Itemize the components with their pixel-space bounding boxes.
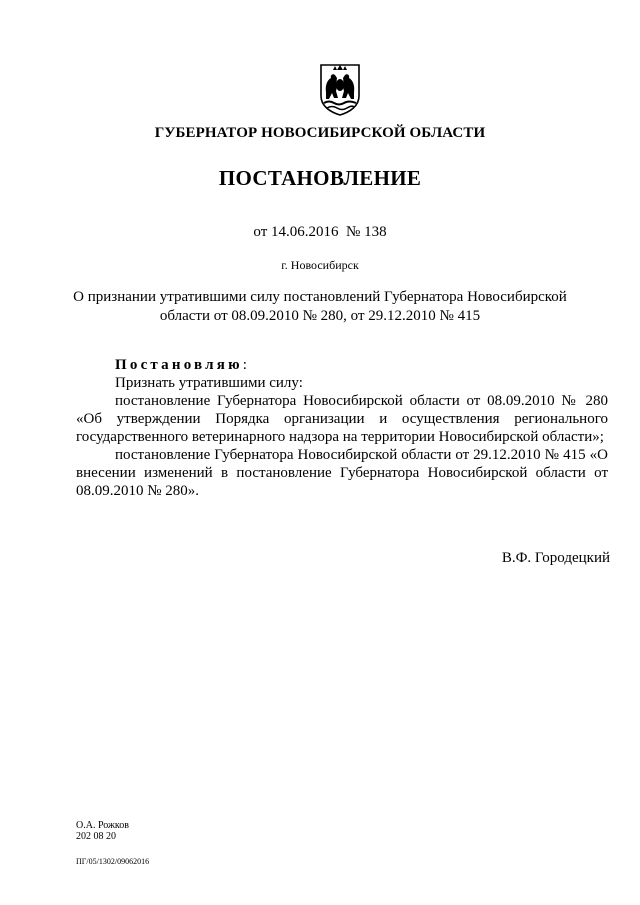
decree-colon: : [242, 357, 247, 373]
subject-line-1: О признании утратившими силу постановлений Губернатора Новосибирской [73, 289, 567, 305]
decree-intro: Признать утратившими силу: [115, 375, 303, 391]
authority-title: ГУБЕРНАТОР НОВОСИБИРСКОЙ ОБЛАСТИ [154, 125, 486, 141]
executor-block [76, 820, 129, 842]
decree-item-1: постановление Губернатора Новосибирской области от 08.09.2010 № 280 «Об утверждении Порядка организации и осуществления регионального государственного ветеринарного надзора на территории Новосибирской области»; [76, 393, 608, 445]
document-date-number: от 14.06.2016 № 138 [253, 224, 387, 240]
document-registry-code: ПГ/05/1302/09062016 [76, 857, 150, 866]
coat-of-arms-emblem [318, 62, 362, 116]
signatory-name: В.Ф. Городецкий [501, 550, 610, 566]
decree-item-2: постановление Губернатора Новосибирской области от 29.12.2010 № 415 «О внесении изменений в постановление Губернатора Новосибирской области от 08.09.2010 № 280». [76, 447, 608, 499]
decree-word-line [76, 356, 608, 374]
decree-word: Постановляю [115, 357, 243, 373]
executor-phone: 202 08 20 [76, 831, 116, 842]
subject-line-2: области от 08.09.2010 № 280, от 29.12.2010 № 415 [159, 308, 481, 324]
executor-name: О.А. Рожков [76, 820, 129, 831]
document-subject [70, 288, 570, 326]
document-city: г. Новосибирск [281, 258, 359, 272]
document-type-heading: ПОСТАНОВЛЕНИЕ [218, 166, 422, 190]
document-body [76, 356, 608, 500]
coat-of-arms-icon [318, 62, 362, 116]
